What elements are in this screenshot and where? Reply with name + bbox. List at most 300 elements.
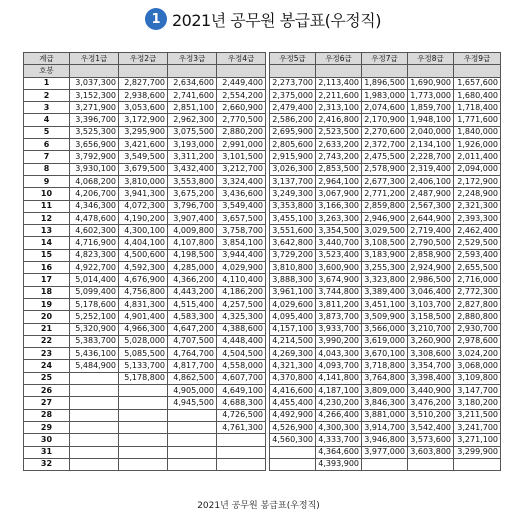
salary-cell: 4,676,900 bbox=[119, 274, 168, 286]
salary-cell: 1,896,500 bbox=[362, 77, 408, 89]
empty-header-cell bbox=[408, 65, 454, 77]
salary-cell: 4,300,100 bbox=[119, 225, 168, 237]
grade-header: 우정2급 bbox=[119, 53, 168, 65]
salary-cell: 2,719,400 bbox=[408, 225, 454, 237]
salary-cell: 2,827,800 bbox=[454, 298, 501, 310]
salary-cell: 1,657,600 bbox=[454, 77, 501, 89]
table-row bbox=[270, 77, 501, 89]
salary-cell: 2,578,900 bbox=[362, 163, 408, 175]
salary-cell: 4,602,300 bbox=[70, 225, 119, 237]
salary-cell: 3,211,500 bbox=[454, 409, 501, 421]
salary-cell: 2,172,900 bbox=[454, 175, 501, 187]
step-cell: 27 bbox=[24, 397, 70, 409]
salary-cell: 4,478,600 bbox=[70, 212, 119, 224]
salary-cell: 1,926,000 bbox=[454, 139, 501, 151]
salary-cell: 3,549,500 bbox=[119, 151, 168, 163]
salary-cell: 5,484,900 bbox=[70, 360, 119, 372]
table-row bbox=[24, 237, 266, 249]
step-cell: 24 bbox=[24, 360, 70, 372]
salary-cell: 3,109,800 bbox=[454, 372, 501, 384]
table-row bbox=[24, 126, 266, 138]
table-row bbox=[24, 77, 266, 89]
pay-table-right bbox=[269, 52, 501, 471]
table-row bbox=[24, 200, 266, 212]
table-row bbox=[270, 286, 501, 298]
step-cell: 26 bbox=[24, 385, 70, 397]
salary-cell: 4,726,500 bbox=[217, 409, 266, 421]
grade-header: 우정8급 bbox=[408, 53, 454, 65]
salary-cell: 3,809,000 bbox=[362, 385, 408, 397]
step-cell: 14 bbox=[24, 237, 70, 249]
salary-cell: 3,674,900 bbox=[316, 274, 362, 286]
salary-cell: 4,333,700 bbox=[316, 434, 362, 446]
salary-cell: 2,462,400 bbox=[454, 225, 501, 237]
salary-cell: 3,523,400 bbox=[316, 249, 362, 261]
salary-cell: 3,758,700 bbox=[217, 225, 266, 237]
salary-cell: 2,319,400 bbox=[408, 163, 454, 175]
salary-cell: 5,133,700 bbox=[119, 360, 168, 372]
salary-cell: 3,108,500 bbox=[362, 237, 408, 249]
salary-cell: 4,093,700 bbox=[316, 360, 362, 372]
salary-cell: 3,137,700 bbox=[270, 175, 316, 187]
salary-cell: 3,440,700 bbox=[316, 237, 362, 249]
salary-cell: 2,270,600 bbox=[362, 126, 408, 138]
salary-cell: 4,198,500 bbox=[168, 249, 217, 261]
table-row bbox=[270, 249, 501, 261]
table-row bbox=[270, 89, 501, 101]
step-cell: 11 bbox=[24, 200, 70, 212]
salary-cell: 4,285,000 bbox=[168, 262, 217, 274]
salary-cell: 2,523,500 bbox=[316, 126, 362, 138]
table-row bbox=[270, 237, 501, 249]
salary-cell: 4,110,400 bbox=[217, 274, 266, 286]
table-row bbox=[24, 102, 266, 114]
salary-cell: 3,873,700 bbox=[316, 311, 362, 323]
step-cell: 19 bbox=[24, 298, 70, 310]
step-cell: 15 bbox=[24, 249, 70, 261]
table-row bbox=[270, 225, 501, 237]
salary-cell: 3,103,700 bbox=[408, 298, 454, 310]
salary-cell: 4,321,300 bbox=[270, 360, 316, 372]
salary-cell: 3,718,800 bbox=[362, 360, 408, 372]
section-number-badge: 1 bbox=[145, 8, 167, 30]
salary-cell: 4,607,700 bbox=[217, 372, 266, 384]
salary-cell: 2,655,500 bbox=[454, 262, 501, 274]
salary-cell bbox=[70, 446, 119, 458]
salary-cell bbox=[119, 385, 168, 397]
table-row bbox=[24, 323, 266, 335]
table-row bbox=[24, 175, 266, 187]
salary-cell: 3,933,700 bbox=[316, 323, 362, 335]
salary-cell: 3,172,900 bbox=[119, 114, 168, 126]
salary-cell: 3,101,500 bbox=[217, 151, 266, 163]
table-row bbox=[270, 348, 501, 360]
salary-cell: 4,764,700 bbox=[168, 348, 217, 360]
salary-cell: 3,642,800 bbox=[270, 237, 316, 249]
salary-cell: 2,567,300 bbox=[408, 200, 454, 212]
table-row bbox=[270, 311, 501, 323]
salary-cell: 5,178,800 bbox=[119, 372, 168, 384]
salary-cell: 1,680,400 bbox=[454, 89, 501, 101]
salary-cell bbox=[270, 458, 316, 470]
subheader-row bbox=[24, 65, 266, 77]
salary-cell: 4,043,300 bbox=[316, 348, 362, 360]
salary-cell: 5,014,400 bbox=[70, 274, 119, 286]
salary-cell: 2,321,300 bbox=[454, 200, 501, 212]
step-label-cell: 호봉 bbox=[24, 65, 70, 77]
salary-cell: 3,075,500 bbox=[168, 126, 217, 138]
salary-cell: 3,553,800 bbox=[168, 175, 217, 187]
grade-label-cell: 계급 bbox=[24, 53, 70, 65]
salary-cell: 5,252,100 bbox=[70, 311, 119, 323]
salary-cell: 3,744,800 bbox=[316, 286, 362, 298]
salary-cell: 2,930,700 bbox=[454, 323, 501, 335]
table-row bbox=[24, 348, 266, 360]
salary-cell: 2,770,500 bbox=[217, 114, 266, 126]
step-cell: 29 bbox=[24, 421, 70, 433]
empty-header-cell bbox=[316, 65, 362, 77]
step-cell: 2 bbox=[24, 89, 70, 101]
salary-cell: 3,455,100 bbox=[270, 212, 316, 224]
salary-cell: 1,983,000 bbox=[362, 89, 408, 101]
salary-cell: 2,743,200 bbox=[316, 151, 362, 163]
salary-cell: 4,300,300 bbox=[316, 421, 362, 433]
step-cell: 32 bbox=[24, 458, 70, 470]
salary-cell: 2,741,600 bbox=[168, 89, 217, 101]
salary-cell: 4,823,300 bbox=[70, 249, 119, 261]
salary-cell: 2,771,200 bbox=[362, 188, 408, 200]
salary-cell: 2,479,400 bbox=[270, 102, 316, 114]
salary-cell: 4,443,200 bbox=[168, 286, 217, 298]
salary-cell: 4,526,900 bbox=[270, 421, 316, 433]
salary-cell: 4,257,500 bbox=[217, 298, 266, 310]
table-row bbox=[270, 446, 501, 458]
salary-cell: 3,421,600 bbox=[119, 139, 168, 151]
salary-cell: 3,670,100 bbox=[362, 348, 408, 360]
salary-cell: 4,901,400 bbox=[119, 311, 168, 323]
salary-cell bbox=[217, 434, 266, 446]
salary-cell: 3,551,600 bbox=[270, 225, 316, 237]
salary-cell: 4,558,000 bbox=[217, 360, 266, 372]
salary-cell: 2,660,900 bbox=[217, 102, 266, 114]
salary-cell: 3,603,800 bbox=[408, 446, 454, 458]
salary-cell: 4,688,300 bbox=[217, 397, 266, 409]
salary-cell: 4,107,800 bbox=[168, 237, 217, 249]
salary-cell bbox=[362, 458, 408, 470]
salary-cell: 2,633,200 bbox=[316, 139, 362, 151]
salary-cell: 4,966,300 bbox=[119, 323, 168, 335]
salary-cell: 4,072,300 bbox=[119, 200, 168, 212]
salary-cell: 4,404,100 bbox=[119, 237, 168, 249]
salary-cell: 3,510,200 bbox=[408, 409, 454, 421]
salary-cell: 2,393,300 bbox=[454, 212, 501, 224]
salary-cell: 3,549,400 bbox=[217, 200, 266, 212]
salary-cell: 3,810,000 bbox=[119, 175, 168, 187]
salary-cell bbox=[168, 409, 217, 421]
step-cell: 13 bbox=[24, 225, 70, 237]
salary-cell: 3,241,700 bbox=[454, 421, 501, 433]
grade-header: 우정1급 bbox=[70, 53, 119, 65]
salary-cell: 4,393,900 bbox=[316, 458, 362, 470]
salary-cell: 5,178,600 bbox=[70, 298, 119, 310]
step-cell: 8 bbox=[24, 163, 70, 175]
empty-header-cell bbox=[70, 65, 119, 77]
salary-cell: 3,354,700 bbox=[408, 360, 454, 372]
salary-cell: 4,945,500 bbox=[168, 397, 217, 409]
salary-cell: 4,095,400 bbox=[270, 311, 316, 323]
salary-cell: 1,840,000 bbox=[454, 126, 501, 138]
salary-cell: 4,583,300 bbox=[168, 311, 217, 323]
salary-cell: 2,851,100 bbox=[168, 102, 217, 114]
salary-cell: 3,796,700 bbox=[168, 200, 217, 212]
salary-cell: 3,675,200 bbox=[168, 188, 217, 200]
salary-cell: 5,436,100 bbox=[70, 348, 119, 360]
step-cell: 18 bbox=[24, 286, 70, 298]
salary-cell: 2,011,400 bbox=[454, 151, 501, 163]
salary-cell: 3,398,400 bbox=[408, 372, 454, 384]
salary-cell: 2,634,600 bbox=[168, 77, 217, 89]
salary-cell: 4,230,200 bbox=[316, 397, 362, 409]
salary-cell: 4,186,200 bbox=[217, 286, 266, 298]
step-cell: 6 bbox=[24, 139, 70, 151]
salary-cell: 2,938,600 bbox=[119, 89, 168, 101]
table-row bbox=[270, 163, 501, 175]
salary-cell: 3,440,900 bbox=[408, 385, 454, 397]
table-row bbox=[24, 249, 266, 261]
salary-cell: 3,566,000 bbox=[362, 323, 408, 335]
salary-cell: 2,677,300 bbox=[362, 175, 408, 187]
salary-cell bbox=[119, 421, 168, 433]
salary-cell: 3,260,900 bbox=[408, 335, 454, 347]
salary-cell: 2,228,700 bbox=[408, 151, 454, 163]
table-row bbox=[270, 200, 501, 212]
salary-cell bbox=[217, 446, 266, 458]
empty-header-cell bbox=[217, 65, 266, 77]
table-row bbox=[270, 298, 501, 310]
salary-cell: 4,206,700 bbox=[70, 188, 119, 200]
table-row bbox=[270, 335, 501, 347]
salary-cell: 2,962,300 bbox=[168, 114, 217, 126]
salary-cell: 3,600,900 bbox=[316, 262, 362, 274]
salary-cell: 2,924,900 bbox=[408, 262, 454, 274]
table-row bbox=[24, 298, 266, 310]
salary-cell bbox=[70, 434, 119, 446]
table-row bbox=[270, 458, 501, 470]
table-row bbox=[24, 360, 266, 372]
salary-cell: 4,157,100 bbox=[270, 323, 316, 335]
salary-cell: 3,026,300 bbox=[270, 163, 316, 175]
salary-cell: 2,858,900 bbox=[408, 249, 454, 261]
salary-cell: 3,792,900 bbox=[70, 151, 119, 163]
step-cell: 5 bbox=[24, 126, 70, 138]
step-cell: 7 bbox=[24, 151, 70, 163]
empty-header-cell bbox=[168, 65, 217, 77]
salary-cell: 2,915,900 bbox=[270, 151, 316, 163]
salary-cell: 2,313,100 bbox=[316, 102, 362, 114]
header-row bbox=[24, 53, 266, 65]
salary-cell: 3,573,600 bbox=[408, 434, 454, 446]
table-row bbox=[24, 286, 266, 298]
salary-cell bbox=[70, 397, 119, 409]
step-cell: 10 bbox=[24, 188, 70, 200]
salary-cell: 3,961,100 bbox=[270, 286, 316, 298]
salary-cell: 3,053,600 bbox=[119, 102, 168, 114]
salary-cell: 3,193,000 bbox=[168, 139, 217, 151]
pay-table-left bbox=[23, 52, 266, 471]
salary-cell: 4,560,300 bbox=[270, 434, 316, 446]
step-cell: 16 bbox=[24, 262, 70, 274]
table-row bbox=[270, 262, 501, 274]
salary-cell: 1,773,000 bbox=[408, 89, 454, 101]
table-row bbox=[24, 262, 266, 274]
salary-cell: 4,190,200 bbox=[119, 212, 168, 224]
salary-cell: 3,029,500 bbox=[362, 225, 408, 237]
salary-cell bbox=[119, 397, 168, 409]
salary-cell: 4,448,400 bbox=[217, 335, 266, 347]
table-row bbox=[24, 188, 266, 200]
salary-cell: 4,370,800 bbox=[270, 372, 316, 384]
salary-cell: 3,271,100 bbox=[454, 434, 501, 446]
salary-cell: 4,707,500 bbox=[168, 335, 217, 347]
salary-cell: 3,941,300 bbox=[119, 188, 168, 200]
salary-cell: 2,170,900 bbox=[362, 114, 408, 126]
salary-cell: 2,375,000 bbox=[270, 89, 316, 101]
salary-cell: 1,690,900 bbox=[408, 77, 454, 89]
salary-cell: 1,771,600 bbox=[454, 114, 501, 126]
salary-cell: 4,649,100 bbox=[217, 385, 266, 397]
salary-cell: 4,504,500 bbox=[217, 348, 266, 360]
salary-cell: 2,406,100 bbox=[408, 175, 454, 187]
table-row bbox=[24, 335, 266, 347]
salary-cell: 3,657,500 bbox=[217, 212, 266, 224]
table-row bbox=[24, 311, 266, 323]
salary-cell: 3,353,800 bbox=[270, 200, 316, 212]
salary-cell bbox=[70, 385, 119, 397]
table-row bbox=[24, 225, 266, 237]
salary-cell bbox=[70, 421, 119, 433]
empty-header-cell bbox=[362, 65, 408, 77]
salary-cell: 2,716,000 bbox=[454, 274, 501, 286]
salary-cell: 3,308,600 bbox=[408, 348, 454, 360]
salary-cell: 3,509,900 bbox=[362, 311, 408, 323]
table-row bbox=[270, 409, 501, 421]
salary-cell: 4,756,800 bbox=[119, 286, 168, 298]
salary-cell: 4,364,600 bbox=[316, 446, 362, 458]
salary-cell: 3,436,600 bbox=[217, 188, 266, 200]
salary-cell: 3,324,400 bbox=[217, 175, 266, 187]
salary-cell: 4,187,100 bbox=[316, 385, 362, 397]
salary-cell: 3,299,900 bbox=[454, 446, 501, 458]
salary-cell bbox=[408, 458, 454, 470]
grade-header: 우정5급 bbox=[270, 53, 316, 65]
salary-cell: 3,046,400 bbox=[408, 286, 454, 298]
salary-cell: 3,212,700 bbox=[217, 163, 266, 175]
salary-cell: 3,764,800 bbox=[362, 372, 408, 384]
salary-cell: 3,354,500 bbox=[316, 225, 362, 237]
salary-cell: 2,211,600 bbox=[316, 89, 362, 101]
salary-cell: 2,554,200 bbox=[217, 89, 266, 101]
table-row bbox=[270, 139, 501, 151]
salary-cell: 3,295,900 bbox=[119, 126, 168, 138]
salary-cell bbox=[70, 409, 119, 421]
table-row bbox=[270, 175, 501, 187]
empty-header-cell bbox=[454, 65, 501, 77]
salary-cell bbox=[70, 372, 119, 384]
salary-cell: 2,134,100 bbox=[408, 139, 454, 151]
salary-cell: 2,964,100 bbox=[316, 175, 362, 187]
salary-cell: 2,586,200 bbox=[270, 114, 316, 126]
salary-cell: 3,944,400 bbox=[217, 249, 266, 261]
step-cell: 1 bbox=[24, 77, 70, 89]
salary-cell: 4,500,600 bbox=[119, 249, 168, 261]
salary-cell: 3,323,800 bbox=[362, 274, 408, 286]
salary-cell: 2,094,000 bbox=[454, 163, 501, 175]
table-row bbox=[270, 421, 501, 433]
table-row bbox=[270, 188, 501, 200]
salary-cell: 3,619,000 bbox=[362, 335, 408, 347]
empty-header-cell bbox=[270, 65, 316, 77]
table-row bbox=[270, 126, 501, 138]
salary-cell: 4,214,500 bbox=[270, 335, 316, 347]
salary-cell: 4,029,900 bbox=[217, 262, 266, 274]
step-cell: 22 bbox=[24, 335, 70, 347]
empty-header-cell bbox=[119, 65, 168, 77]
salary-cell: 3,249,300 bbox=[270, 188, 316, 200]
salary-cell: 4,716,900 bbox=[70, 237, 119, 249]
salary-cell: 2,986,500 bbox=[408, 274, 454, 286]
step-cell: 30 bbox=[24, 434, 70, 446]
step-cell: 3 bbox=[24, 102, 70, 114]
salary-cell: 2,416,800 bbox=[316, 114, 362, 126]
salary-cell bbox=[217, 458, 266, 470]
table-row bbox=[24, 397, 266, 409]
salary-cell: 3,024,200 bbox=[454, 348, 501, 360]
salary-cell: 3,432,400 bbox=[168, 163, 217, 175]
salary-cell: 2,040,000 bbox=[408, 126, 454, 138]
subheader-row bbox=[270, 65, 501, 77]
table-row bbox=[24, 421, 266, 433]
salary-cell: 4,029,600 bbox=[270, 298, 316, 310]
salary-cell: 2,772,300 bbox=[454, 286, 501, 298]
salary-cell: 3,525,300 bbox=[70, 126, 119, 138]
step-cell: 20 bbox=[24, 311, 70, 323]
salary-cell: 3,946,800 bbox=[362, 434, 408, 446]
table-row bbox=[270, 360, 501, 372]
step-cell: 17 bbox=[24, 274, 70, 286]
salary-cell: 2,880,800 bbox=[454, 311, 501, 323]
salary-cell: 2,978,600 bbox=[454, 335, 501, 347]
salary-cell: 2,372,700 bbox=[362, 139, 408, 151]
salary-cell: 2,475,500 bbox=[362, 151, 408, 163]
salary-cell: 4,269,300 bbox=[270, 348, 316, 360]
step-cell: 25 bbox=[24, 372, 70, 384]
grade-header: 우정4급 bbox=[217, 53, 266, 65]
salary-cell: 3,396,700 bbox=[70, 114, 119, 126]
salary-cell bbox=[119, 446, 168, 458]
header-row bbox=[270, 53, 501, 65]
salary-cell: 2,946,900 bbox=[362, 212, 408, 224]
table-row bbox=[24, 434, 266, 446]
salary-cell: 3,476,200 bbox=[408, 397, 454, 409]
salary-cell: 3,977,000 bbox=[362, 446, 408, 458]
salary-cell: 3,854,100 bbox=[217, 237, 266, 249]
salary-cell: 5,383,700 bbox=[70, 335, 119, 347]
salary-cell: 4,141,800 bbox=[316, 372, 362, 384]
table-row bbox=[270, 385, 501, 397]
salary-cell: 4,492,900 bbox=[270, 409, 316, 421]
salary-cell bbox=[70, 458, 119, 470]
salary-cell: 2,859,800 bbox=[362, 200, 408, 212]
